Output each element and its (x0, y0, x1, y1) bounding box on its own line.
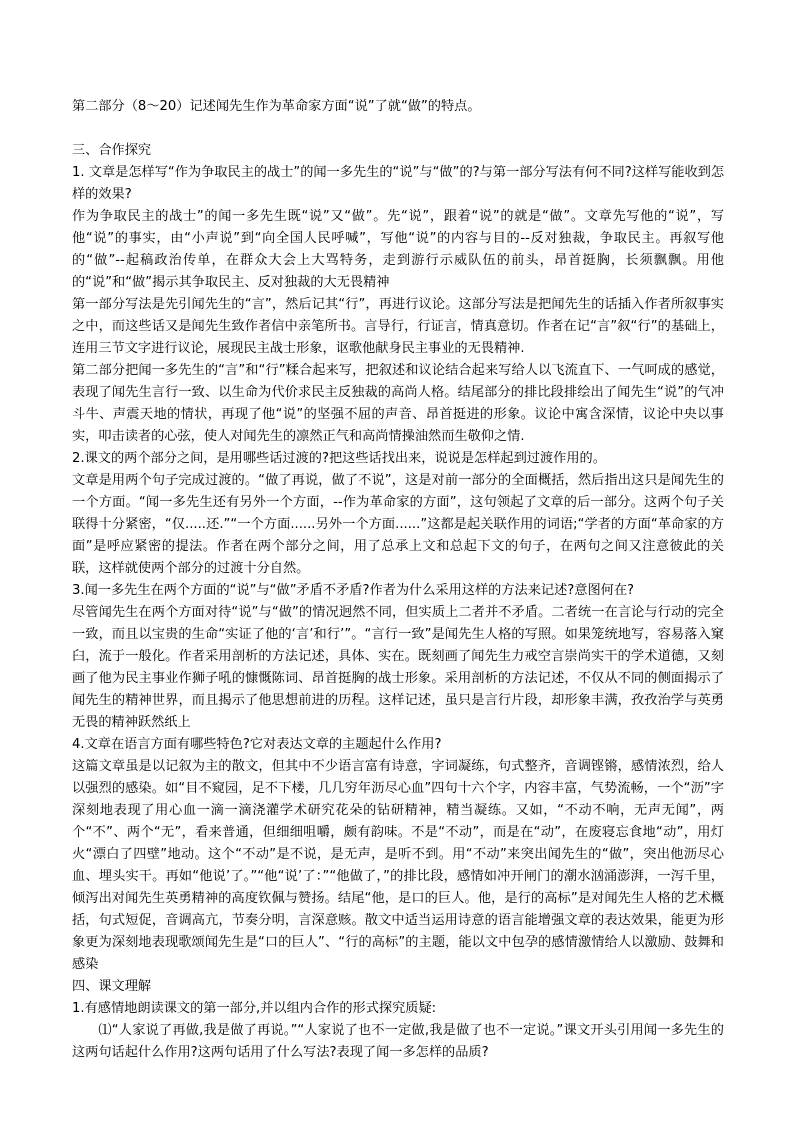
section-heading-3: 三、合作探究 (72, 143, 152, 158)
question-1: 1. 文章是怎样写“作为争取民主的战士”的闻一多先生的“说”与“做”的?与第一部分写法有何不同?这样写能收到怎样的效果? (72, 165, 725, 202)
question-3: 3.闻一多先生在两个方面的“说”与“做”矛盾不矛盾?作者为什么采用这样的方法来记述?意图何在? (72, 583, 635, 598)
section-4-subquestion-1: ⑴“人家说了再做,我是做了再说。”“人家说了也不一定做,我是做了也不一定说。”课文开头引用闻一多先生的这两句话起什么作用?这两句话用了什么写法?表现了闻一多怎样的品质? (72, 1023, 724, 1060)
section-heading-4: 四、课文理解 (72, 979, 152, 994)
intro-line: 第二部分（8～20）记述闻先生作为革命家方面“说”了就“做”的特点。 (72, 99, 481, 114)
question-4: 4.文章在语言方面有哪些特色?它对表达文章的主题起什么作用? (72, 737, 442, 752)
blank-line (72, 118, 724, 140)
question-2: 2.课文的两个部分之间，是用哪些话过渡的?把这些话找出来，说说是怎样起到过渡作用的。 (72, 451, 606, 466)
section-4-question-1: 1.有感情地朗读课文的第一部分,并以组内合作的形式探究质疑: (72, 1001, 437, 1016)
answer-1-paragraph-3: 第二部分把闻一多先生的“言”和“行”糅合起来写，把叙述和议论结合起来写给人以飞流直下、一气呵成的感觉，表现了闻先生言行一致、以生命为代价求民主反独裁的高尚人格。结尾部分的排比段排绘出了闻先生“说”的气冲斗牛、声震天地的情状，再现了他“说”的坚强不屈的声音、昂首挺进的形象。议论中寓含深情，议论中央以事实，叩击读者的心弦，使人对闻先生的凛然正气和高尚情操油然而生敬仰之情. (72, 363, 724, 444)
document-page (72, 96, 724, 1064)
answer-4: 这篇文章虽是以记叙为主的散文，但其中不少语言富有诗意，字词凝练，句式整齐，音调铿锵，感情浓烈，给人以强烈的感染。如“目不窥园，足不下楼，几几穷年沥尽心血”四句十六个字，内容丰富，气势流畅，一个“沥”字深刻地表现了用心血一滴一滴浇灌学术研究花朵的钻研精神，精当凝练。又如，“不动不响，无声无闻”，两个“不”、两个“无”，看来普通，但细细咀嚼，颇有韵味。不是“不动”，而是在“动”，在废寝忘食地“动”，用灯火“漂白了四壁”地动。这个“不动”是不说，是无声，是听不到。用“不动”来突出闻先生的“做”，突出他沥尽心血、埋头实干。再如“他说’了。”“他“说’了：”“他做了，”的排比段，感情如冲开闸门的潮水汹涌澎湃，一泻千里，倾泻出对闻先生英勇精神的高度钦佩与赞扬。结尾“他，是口的巨人。他，是行的高标”是对闻先生人格的艺术概括，句式短促，音调高亢，节奏分明，言深意赅。散文中适当运用诗意的语言能增强文章的表达效果，能更为形象更为深刻地表现歌颂闻先生是“口的巨人”、“行的高标”的主题，能以文中包孕的感情激情给人以激励、鼓舞和感染 (72, 759, 724, 972)
answer-2: 文章是用两个句子完成过渡的。“做了再说，做了不说”，这是对前一部分的全面概括，然后指出这只是闻先生的一个方面。“闻一多先生还有另外一个方面，--作为革命家的方面”，这句领起了文章的后一部分。这两个句子关联得十分紧密，“仅.....还.”“一个方面......另外一个方面......”这都是起关联作用的词语;“学者的方面“革命家的方面”是呼应紧密的提法。作者在两个部分之间，用了总承上文和总起下文的句子，在两句之间又注意彼此的关联，这样就使两个部分的过渡十分自然。 (72, 473, 724, 576)
answer-1-paragraph-1: 作为争取民主的战士”的闻一多先生既“说”又“做”。先“说”，跟着“说”的就是“做”。文章先写他的“说”，写他“说”的事实，由“小声说”到“向全国人民呼喊”，写他“说”的内容与目的--反对独裁，争取民主。再叙写他的“做”--起稿政治传单，在群众大会上大骂特务，走到游行示威队伍的前头，昂首挺胸，长须飘飘。用他的“说”和“做”揭示其争取民主、反对独裁的大无畏精神 (72, 209, 724, 290)
answer-1-paragraph-2: 第一部分写法是先引闻先生的“言”，然后记其“行”，再进行议论。这部分写法是把闻先生的话插入作者所叙事实之中，而这些话又是闻先生致作者信中亲笔所书。言导行，行证言，情真意切。作者在记“言”叙“行”的基础上，连用三节文字进行议论，展现民主战士形象，讴歌他献身民主事业的无畏精神. (72, 297, 724, 356)
answer-3: 尽管闻先生在两个方面对待“说”与“做”的情况迥然不同，但实质上二者并不矛盾。二者统一在言论与行动的完全一致，而且以宝贵的生命“实证了他的‘言’和行’”。“言行一致”是闻先生人格的写照。如果笼统地写，容易落入窠臼，流于一般化。作者采用剖析的方法记述，具体、实在。既刻画了闻先生力戒空言崇尚实干的学术道德，又刻画了他为民主事业作狮子吼的慷慨陈词、昂首挺胸的战士形象。采用剖析的方法记述，不仅从不同的侧面揭示了闻先生的精神世界，而且揭示了他思想前进的历程。这样记述，虽只是言行片段，却形象丰满，孜孜治学与英勇无畏的精神跃然纸上 (72, 605, 724, 730)
